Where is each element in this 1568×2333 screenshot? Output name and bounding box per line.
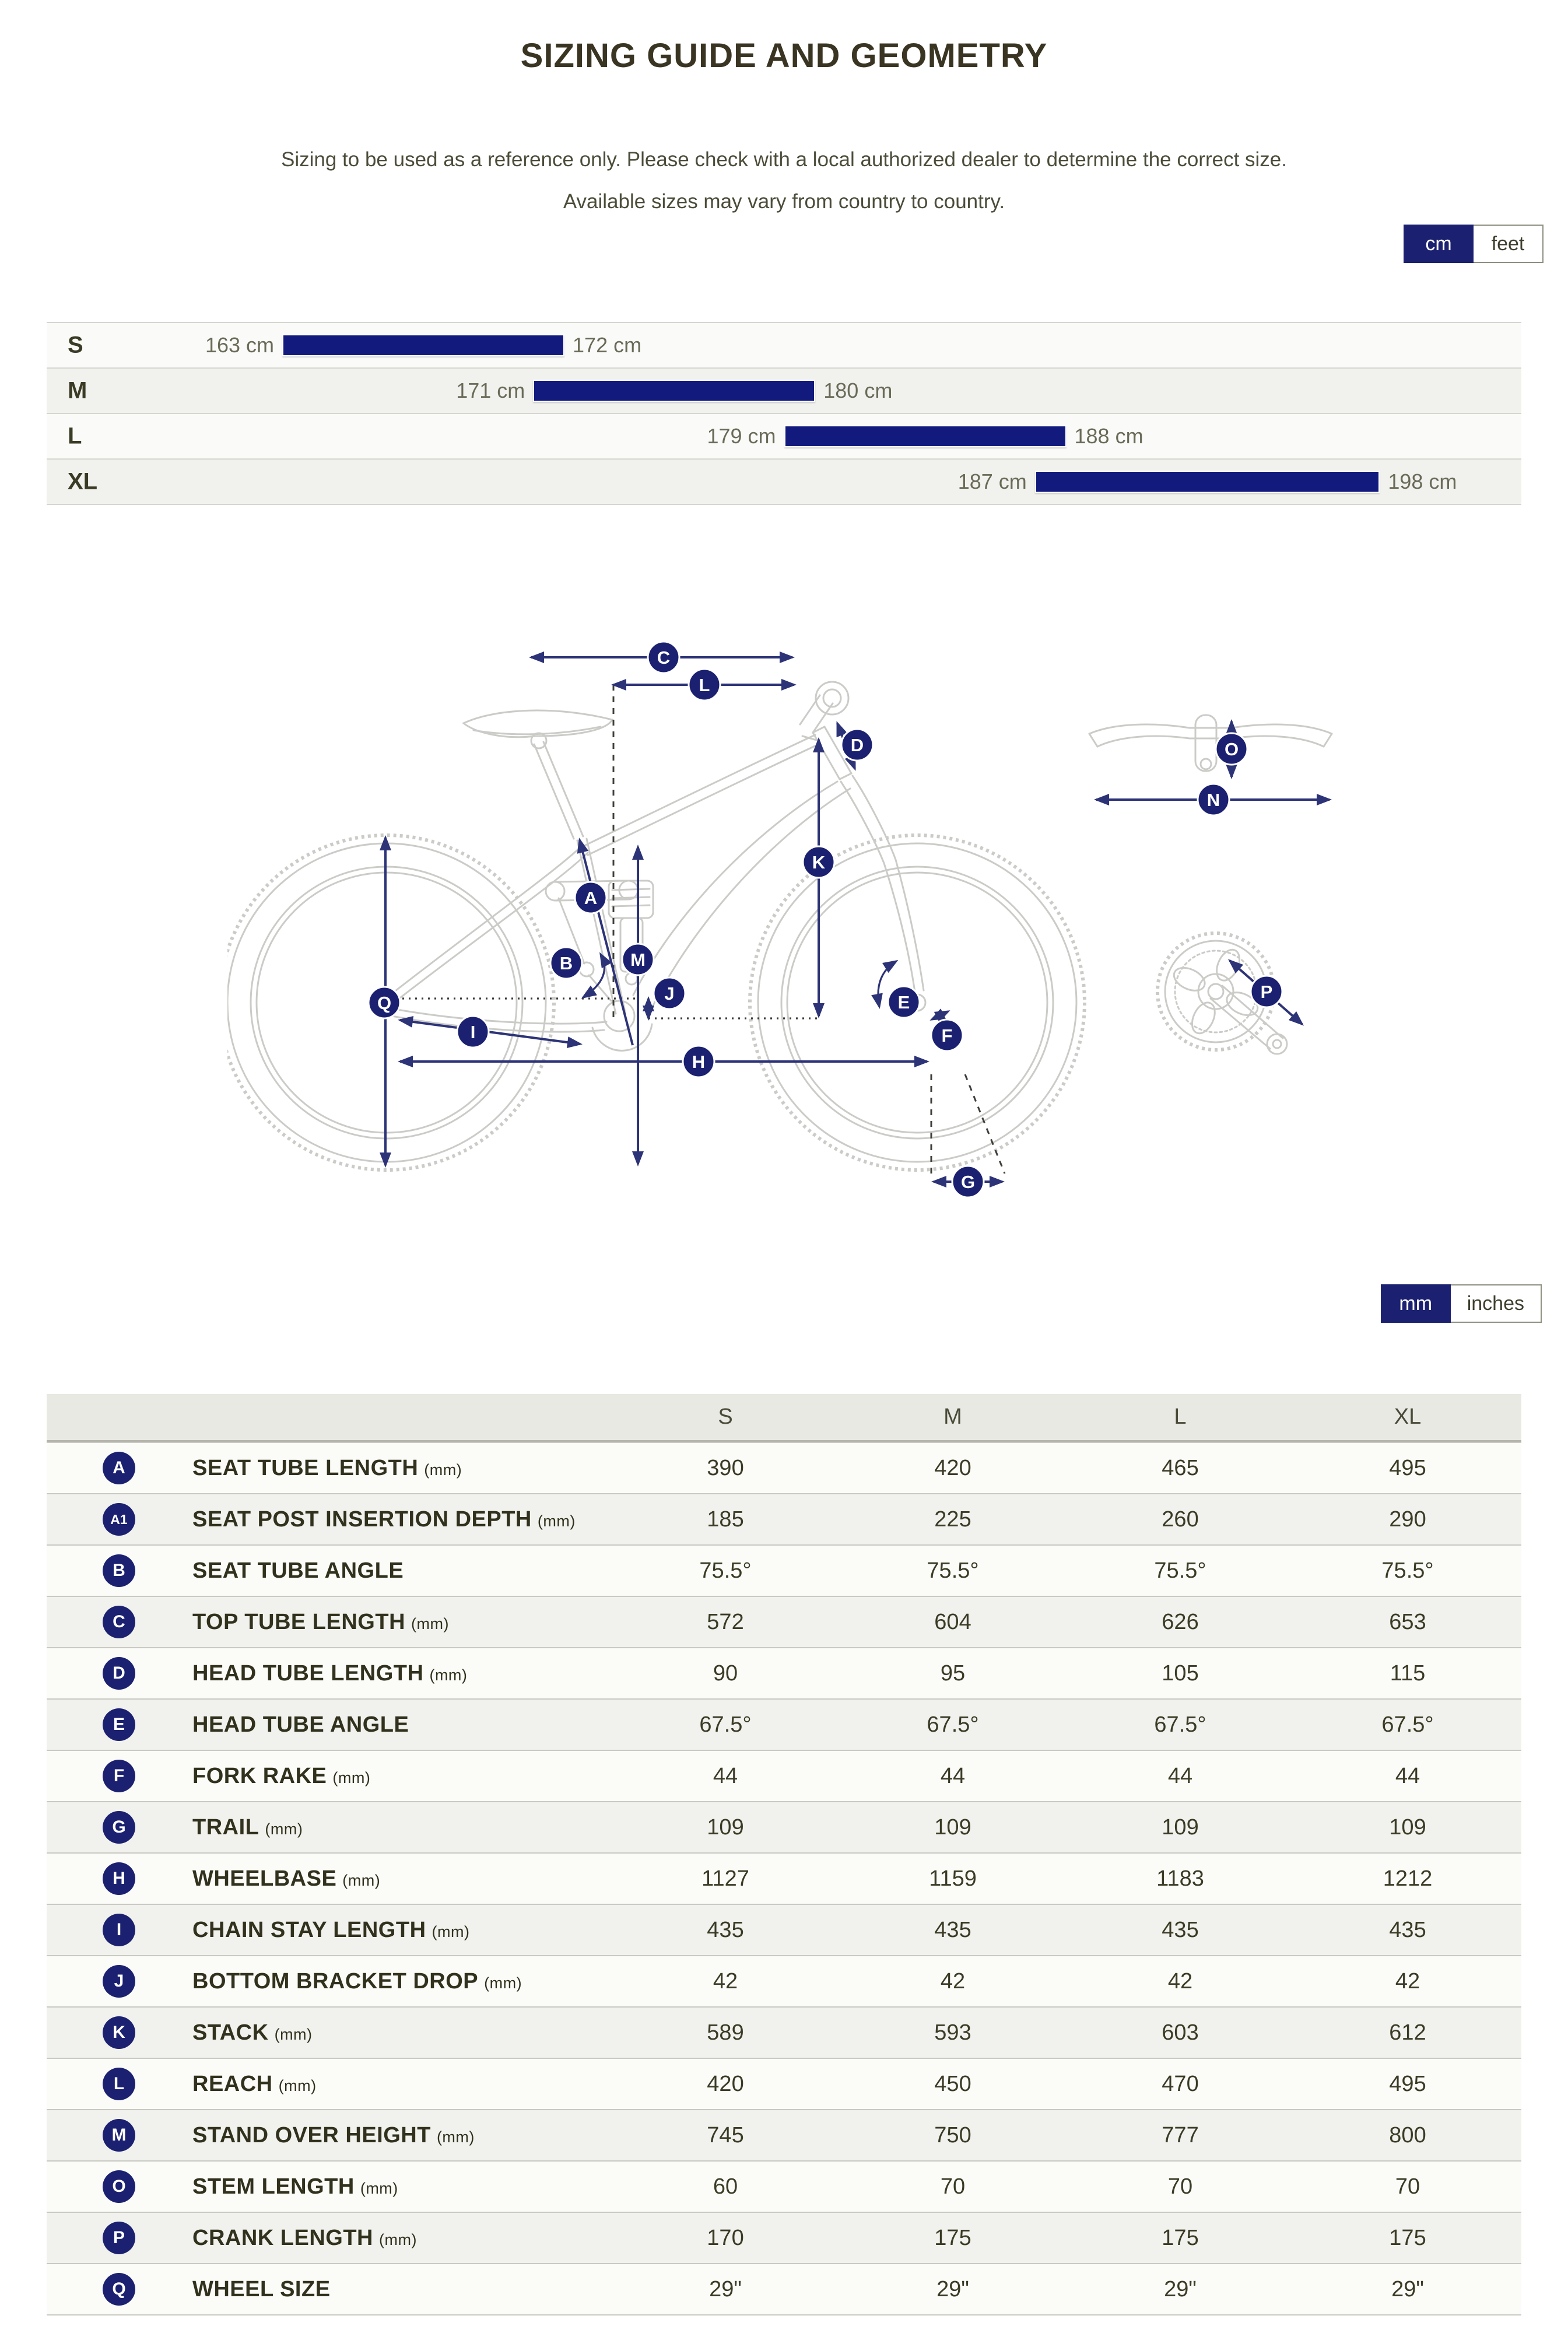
geometry-badge: E	[103, 1708, 135, 1741]
range-max-label: 198 cm	[1388, 470, 1457, 493]
badge-Q	[369, 987, 400, 1018]
page-subtitle	[0, 139, 1568, 223]
value-xl: 1212	[1383, 1866, 1433, 1891]
geometry-name: STEM LENGTH	[192, 2174, 355, 2199]
toggle-mm[interactable]: mm	[1381, 1284, 1451, 1323]
geometry-label	[192, 1507, 612, 1532]
value-l: 105	[1162, 1661, 1199, 1686]
fork	[841, 776, 924, 996]
value-m: 109	[934, 1814, 971, 1840]
column-header-s: S	[718, 1404, 733, 1429]
svg-text:Q: Q	[377, 993, 392, 1013]
column-header-m: M	[943, 1404, 962, 1429]
value-xl: 44	[1395, 1763, 1420, 1788]
geometry-label	[192, 2277, 612, 2302]
value-l: 44	[1167, 1763, 1193, 1788]
value-s: 67.5°	[699, 1712, 752, 1737]
geometry-badge: J	[103, 1965, 135, 1998]
value-xl: 612	[1389, 2020, 1426, 2045]
geometry-row	[47, 1544, 1521, 1596]
value-s: 435	[707, 1917, 744, 1942]
range-bar	[533, 380, 815, 402]
svg-text:O: O	[1224, 739, 1239, 759]
value-l: 435	[1162, 1917, 1199, 1942]
value-xl: 495	[1389, 2071, 1426, 2096]
geometry-badge: D	[103, 1657, 135, 1690]
svg-text:A: A	[584, 888, 598, 908]
geometry-label	[192, 1764, 612, 1789]
value-m: 420	[934, 1455, 971, 1480]
range-max-label: 172 cm	[573, 333, 642, 357]
geometry-row	[47, 2263, 1521, 2314]
value-l: 29"	[1164, 2276, 1197, 2302]
geometry-unit: (mm)	[265, 1820, 303, 1838]
geometry-row	[47, 1955, 1521, 2006]
value-l: 1183	[1156, 1866, 1204, 1891]
svg-text:C: C	[657, 647, 671, 668]
value-l: 75.5°	[1154, 1558, 1206, 1583]
size-row	[47, 414, 1521, 460]
badge-A	[575, 882, 606, 913]
value-xl: 653	[1389, 1609, 1426, 1634]
geometry-label	[192, 1866, 612, 1891]
value-s: 745	[707, 2122, 744, 2148]
value-s: 420	[707, 2071, 744, 2096]
geometry-unit: (mm)	[429, 1666, 468, 1684]
geometry-name: CRANK LENGTH	[192, 2225, 373, 2250]
geometry-badge: F	[103, 1760, 135, 1792]
range-min-label: 171 cm	[456, 379, 525, 402]
value-m: 67.5°	[927, 1712, 979, 1737]
value-s: 589	[707, 2020, 744, 2045]
geometry-label	[192, 1610, 612, 1635]
value-xl: 29"	[1391, 2276, 1424, 2302]
column-header-xl: XL	[1394, 1404, 1422, 1429]
value-xl: 75.5°	[1381, 1558, 1434, 1583]
geometry-label	[192, 2020, 612, 2045]
bike-geometry-diagram	[227, 627, 1376, 1210]
geometry-label	[192, 1712, 612, 1738]
geometry-name: HEAD TUBE ANGLE	[192, 1712, 409, 1737]
badge-H	[683, 1046, 714, 1077]
column-header-l: L	[1174, 1404, 1187, 1429]
saddle	[464, 710, 612, 839]
value-xl: 290	[1389, 1507, 1426, 1532]
geometry-unit: (mm)	[424, 1460, 462, 1479]
svg-text:F: F	[941, 1025, 953, 1046]
size-label: M	[68, 377, 87, 404]
range-bar	[1035, 471, 1380, 493]
value-xl: 115	[1390, 1661, 1426, 1686]
geometry-badge: B	[103, 1554, 135, 1587]
size-row	[47, 369, 1521, 414]
range-max-label: 188 cm	[1074, 424, 1143, 448]
geometry-unit: (mm)	[411, 1614, 449, 1633]
size-label: L	[68, 423, 82, 449]
value-xl: 800	[1389, 2122, 1426, 2148]
geometry-badge: H	[103, 1862, 135, 1895]
value-s: 572	[707, 1609, 744, 1634]
geometry-badge: L	[103, 2068, 135, 2100]
badge-D	[841, 729, 873, 761]
geometry-label	[192, 1918, 612, 1943]
geometry-unit: (mm)	[432, 1922, 470, 1940]
value-xl: 435	[1389, 1917, 1426, 1942]
badge-I	[457, 1016, 489, 1048]
geometry-label	[192, 1969, 612, 1994]
geometry-name: SEAT POST INSERTION DEPTH	[192, 1507, 532, 1532]
size-label: S	[68, 332, 83, 358]
toggle-inches[interactable]: inches	[1451, 1284, 1542, 1323]
geometry-unit: (mm)	[332, 1768, 371, 1786]
geometry-unit: (mm)	[436, 2128, 475, 2146]
range-max-label: 180 cm	[823, 379, 893, 402]
geometry-row	[47, 1750, 1521, 1801]
geometry-row	[47, 1801, 1521, 1852]
geometry-label	[192, 2123, 612, 2148]
value-l: 465	[1162, 1455, 1199, 1480]
value-l: 175	[1162, 2225, 1199, 2250]
geometry-name: SEAT TUBE LENGTH	[192, 1455, 419, 1480]
value-m: 593	[934, 2020, 971, 2045]
badge-K	[803, 846, 834, 878]
value-s: 44	[713, 1763, 738, 1788]
value-s: 170	[707, 2225, 744, 2250]
value-xl: 42	[1395, 1968, 1420, 1994]
subtitle-line-1: Sizing to be used as a reference only. Please check with a local authorized dealer to determine the correct size.	[280, 148, 1287, 171]
geometry-badge: P	[103, 2222, 135, 2254]
value-xl: 70	[1395, 2174, 1420, 2199]
geometry-row	[47, 1904, 1521, 1955]
badge-P	[1251, 976, 1282, 1007]
geometry-row	[47, 1647, 1521, 1698]
value-l: 109	[1162, 1814, 1199, 1840]
height-unit-toggle	[1404, 225, 1544, 263]
value-m: 750	[934, 2122, 971, 2148]
geometry-name: FORK RAKE	[192, 1763, 327, 1788]
value-l: 470	[1162, 2071, 1199, 2096]
toggle-cm[interactable]: cm	[1404, 225, 1474, 263]
geometry-label	[192, 2226, 612, 2251]
value-s: 60	[713, 2174, 738, 2199]
size-row	[47, 323, 1521, 369]
range-min-label: 179 cm	[707, 424, 776, 448]
value-l: 777	[1162, 2122, 1199, 2148]
geometry-badge: K	[103, 2016, 135, 2049]
dimension-unit-toggle	[1381, 1284, 1542, 1323]
geometry-unit: (mm)	[274, 2025, 313, 2043]
geometry-unit: (mm)	[537, 1512, 576, 1530]
svg-text:K: K	[812, 852, 826, 873]
svg-text:I: I	[470, 1022, 476, 1042]
svg-text:D: D	[850, 735, 864, 755]
geometry-unit: (mm)	[342, 1871, 381, 1889]
value-s: 109	[707, 1814, 744, 1840]
value-m: 29"	[936, 2276, 969, 2302]
value-s: 42	[713, 1968, 738, 1994]
value-m: 604	[934, 1609, 971, 1634]
geometry-name: TOP TUBE LENGTH	[192, 1609, 406, 1634]
svg-text:M: M	[630, 950, 646, 970]
geometry-badge: I	[103, 1914, 135, 1946]
value-m: 1159	[929, 1866, 977, 1891]
svg-text:G: G	[960, 1172, 976, 1192]
geometry-label	[192, 2174, 612, 2199]
value-m: 175	[934, 2225, 971, 2250]
value-l: 626	[1162, 1609, 1199, 1634]
geometry-name: STAND OVER HEIGHT	[192, 2122, 431, 2148]
geometry-row	[47, 1442, 1521, 1493]
geometry-row	[47, 2109, 1521, 2160]
size-row	[47, 460, 1521, 505]
value-m: 44	[940, 1763, 966, 1788]
geometry-badge: M	[103, 2119, 135, 2152]
badge-G	[952, 1166, 984, 1197]
geometry-name: WHEELBASE	[192, 1866, 337, 1891]
value-m: 75.5°	[927, 1558, 979, 1583]
geometry-label	[192, 1661, 612, 1686]
geometry-label	[192, 1558, 612, 1584]
value-s: 390	[707, 1455, 744, 1480]
value-xl: 175	[1389, 2225, 1426, 2250]
svg-text:P: P	[1260, 982, 1273, 1002]
badge-M	[622, 944, 654, 975]
geometry-row	[47, 1596, 1521, 1647]
geometry-name: CHAIN STAY LENGTH	[192, 1917, 426, 1942]
geometry-badge: A	[103, 1452, 135, 1484]
geometry-badge: O	[103, 2170, 135, 2203]
svg-text:L: L	[699, 675, 710, 695]
badge-N	[1198, 784, 1229, 815]
badge-J	[654, 978, 685, 1009]
range-bar	[784, 425, 1067, 447]
geometry-badge: Q	[103, 2273, 135, 2306]
value-l: 260	[1162, 1507, 1199, 1532]
value-s: 185	[707, 1507, 744, 1532]
value-s: 29"	[709, 2276, 742, 2302]
geometry-row	[47, 2058, 1521, 2109]
value-l: 42	[1167, 1968, 1193, 1994]
geometry-label	[192, 1456, 612, 1481]
value-s: 75.5°	[699, 1558, 752, 1583]
badge-B	[550, 947, 582, 979]
geometry-row	[47, 1852, 1521, 1904]
svg-text:B: B	[559, 953, 573, 973]
value-l: 70	[1167, 2174, 1193, 2199]
geometry-name: BOTTOM BRACKET DROP	[192, 1968, 479, 1994]
geometry-name: HEAD TUBE LENGTH	[192, 1661, 424, 1686]
geometry-badge: C	[103, 1606, 135, 1638]
geometry-row	[47, 1698, 1521, 1750]
svg-text:H: H	[692, 1052, 706, 1072]
geometry-unit: (mm)	[484, 1974, 522, 1992]
geometry-name: TRAIL	[192, 1814, 259, 1840]
size-chart	[47, 322, 1521, 505]
page-title: SIZING GUIDE AND GEOMETRY	[520, 37, 1048, 75]
geometry-row	[47, 2006, 1521, 2058]
value-xl: 109	[1389, 1814, 1426, 1840]
geometry-label	[192, 1815, 612, 1840]
range-min-label: 163 cm	[205, 333, 275, 357]
geometry-badge: A1	[103, 1503, 135, 1536]
geometry-unit: (mm)	[378, 2230, 417, 2248]
subtitle-line-2: Available sizes may vary from country to country.	[563, 190, 1005, 213]
geometry-table	[47, 1394, 1521, 2316]
badge-E	[888, 986, 920, 1018]
dim-F-fork-rake	[932, 1011, 948, 1020]
geometry-name: SEAT TUBE ANGLE	[192, 1558, 404, 1583]
toggle-feet[interactable]: feet	[1474, 225, 1544, 263]
svg-text:J: J	[664, 983, 675, 1004]
value-m: 70	[940, 2174, 966, 2199]
handlebar-top-view	[1089, 715, 1332, 771]
value-m: 450	[934, 2071, 971, 2096]
value-l: 67.5°	[1154, 1712, 1206, 1737]
dim-A-seat-tube	[580, 840, 633, 1045]
geometry-row	[47, 2160, 1521, 2212]
geometry-row	[47, 2212, 1521, 2263]
geometry-name: WHEEL SIZE	[192, 2276, 331, 2302]
svg-text:N: N	[1206, 790, 1220, 810]
badge-F	[931, 1020, 963, 1051]
badge-L	[689, 669, 720, 700]
geometry-row	[47, 1493, 1521, 1544]
range-min-label: 187 cm	[957, 470, 1027, 493]
value-m: 42	[940, 1968, 966, 1994]
value-l: 603	[1162, 2020, 1199, 2045]
geometry-table-header	[47, 1394, 1521, 1442]
geometry-name: STACK	[192, 2020, 269, 2045]
value-m: 435	[934, 1917, 971, 1942]
badge-O	[1216, 733, 1247, 765]
value-xl: 495	[1389, 1455, 1426, 1480]
badge-C	[648, 642, 679, 673]
range-bar	[282, 334, 564, 356]
value-xl: 67.5°	[1381, 1712, 1434, 1737]
value-s: 1127	[701, 1866, 749, 1891]
value-s: 90	[713, 1661, 738, 1686]
size-label: XL	[68, 468, 98, 495]
value-m: 95	[940, 1661, 966, 1686]
svg-text:E: E	[897, 992, 910, 1013]
geometry-name: REACH	[192, 2071, 273, 2096]
value-m: 225	[934, 1507, 971, 1532]
geometry-badge: G	[103, 1811, 135, 1844]
geometry-unit: (mm)	[360, 2179, 398, 2197]
geometry-label	[192, 2072, 612, 2097]
geometry-unit: (mm)	[278, 2076, 317, 2094]
